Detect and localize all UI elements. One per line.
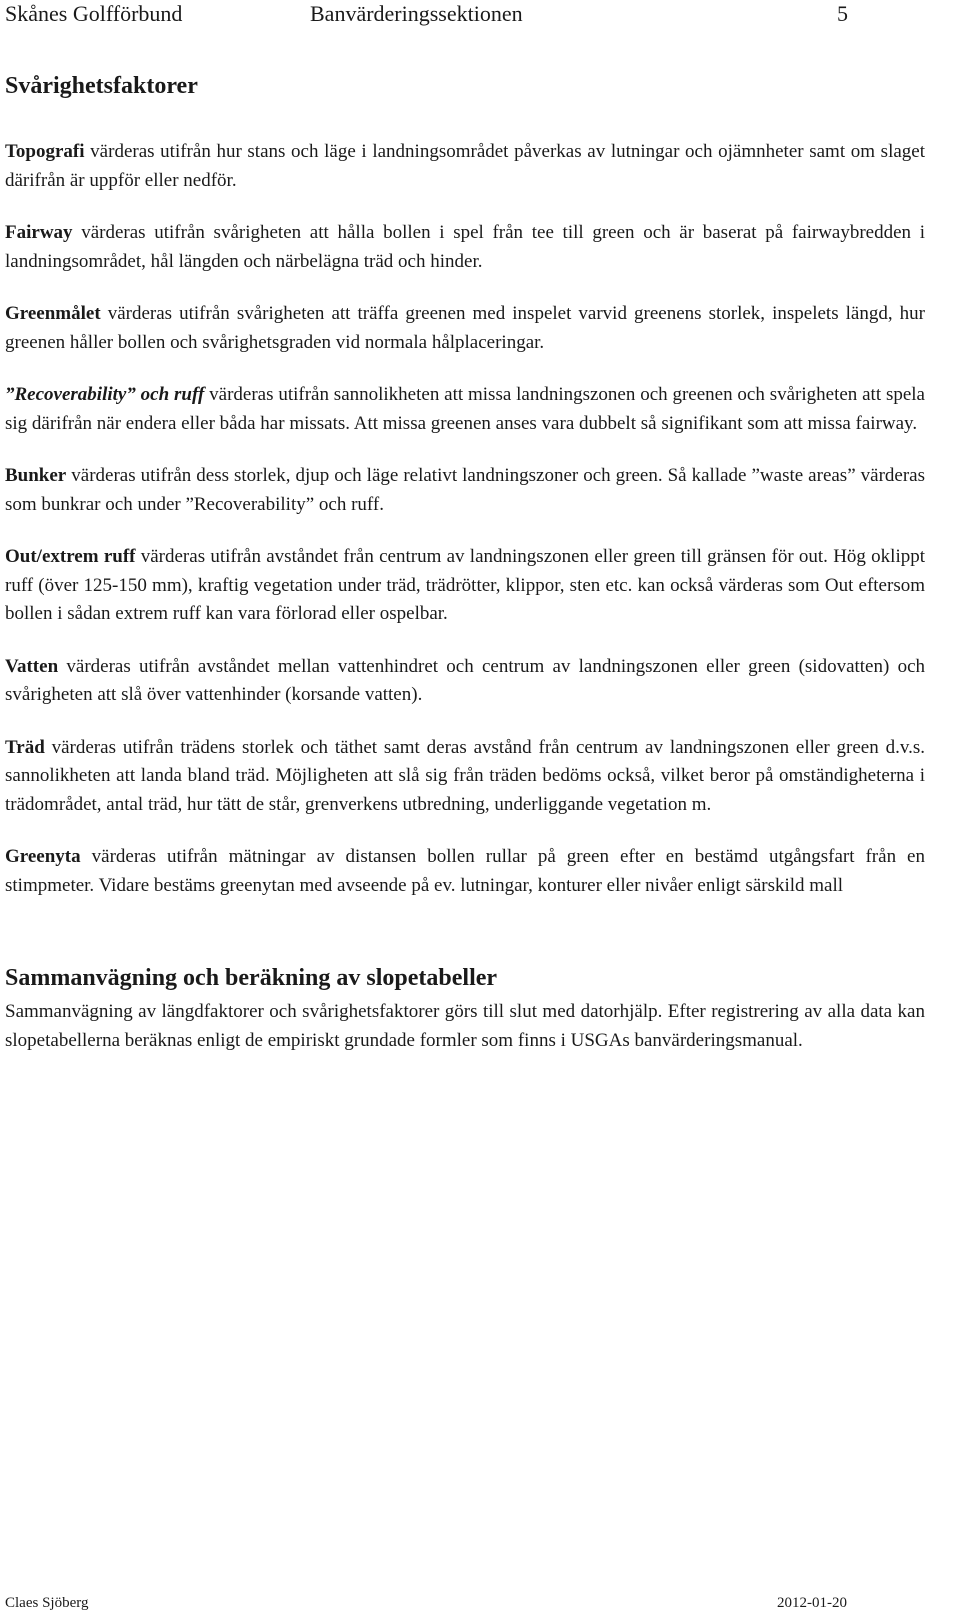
section-title: Svårighetsfaktorer: [5, 73, 198, 99]
factor-text: värderas utifrån avståndet från centrum av landningszonen eller green till gränsen för out. Hög oklippt ruff (över 125-150 mm), kraftig vegetation under träd, trädrötter, klippor, sten etc. kan också värderas som Out eftersom bollen i sådan extrem ruff kan vara förlorad eller ospelbar.: [5, 546, 926, 624]
factor-bunker: [5, 462, 925, 519]
factor-text: värderas utifrån hur stans och läge i landningsområdet påverkas av lutningar och ojämnheter samt om slaget därifrån är uppför eller nedför.: [5, 141, 925, 191]
footer-author: Claes Sjöberg: [5, 1595, 89, 1611]
factor-term: Fairway: [5, 222, 73, 243]
factor-text: värderas utifrån dess storlek, djup och läge relativt landningszoner och green. Så kallade ”waste areas” värderas som bunkrar och under ”Recoverability” och ruff.: [5, 465, 925, 515]
factor-text: värderas utifrån trädens storlek och täthet samt deras avstånd från centrum av landningszonen eller green d.v.s. sannolikheten att landa bland träd. Möjligheten att slå sig från träden bedöms också, vilket beror på omständigheterna i trädområdet, antal träd, hur tätt de står, grenverkens utbredning, underliggande vegetation m.: [5, 736, 925, 815]
factor-term: Greenyta: [5, 846, 81, 867]
summary-text: Sammanvägning av längdfaktorer och svårighetsfaktorer görs till slut med datorhjälp. Efter registrering av alla data kan slopetabellerna beräknas enligt de empiriskt grundade formler som finns i USGAs banvärderingsmanual.: [5, 1001, 925, 1051]
page-header: [5, 0, 940, 28]
factor-text: värderas utifrån svårigheten att träffa greenen med inspelet varvid greenens storlek, inspelets längd, hur greenen håller bollen och svårighetsgraden vid normala hålplaceringar.: [5, 303, 925, 353]
factor-term: Vatten: [5, 655, 59, 677]
page-footer: [5, 1592, 940, 1614]
factor-text: värderas utifrån sannolikheten att missa landningszonen och greenen och svårigheten att spela sig därifrån när endera eller båda har missats. Att missa greenen anses vara dubbelt så signifikant som att missa fairway.: [5, 384, 925, 434]
page-number: 5: [837, 1, 848, 26]
factor-vatten: [5, 653, 925, 710]
factor-text: värderas utifrån mätningar av distansen bollen rullar på green efter en bestämd utgångsfart från en stimpmeter. Vidare bestäms greenytan med avseende på ev. lutningar, konturer eller nivåer enligt särskild mall: [5, 846, 925, 896]
factor-term: Topografi: [5, 141, 85, 162]
factor-greenyta: [5, 843, 925, 900]
factor-recoverability: [5, 381, 925, 438]
factor-term: ”Recoverability” och ruff: [5, 384, 205, 405]
factor-greenmalet: [5, 300, 925, 357]
factor-term: Out/extrem ruff: [5, 546, 136, 567]
factor-text: värderas utifrån svårigheten att hålla bollen i spel från tee till green och är baserat på fairwaybredden i landningsområdet, hål längden och närbelägna träd och hinder.: [5, 222, 925, 272]
footer-date: 2012-01-20: [777, 1595, 847, 1611]
factor-text: värderas utifrån avståndet mellan vattenhindret och centrum av landningszonen eller green (sidovatten) och svårigheten att slå över vattenhinder (korsande vatten).: [5, 655, 925, 705]
factor-term: Träd: [5, 736, 45, 758]
section-spacer: [5, 924, 925, 962]
factor-fairway: [5, 219, 925, 276]
header-section: Banvärderingssektionen: [310, 1, 523, 26]
header-organization: Skånes Golfförbund: [5, 1, 183, 26]
factor-term: Bunker: [5, 465, 67, 486]
factor-topografi: [5, 138, 925, 195]
factor-term: Greenmålet: [5, 303, 101, 324]
summary-title: Sammanvägning och beräkning av slopetabeller: [5, 965, 498, 991]
factor-trad: [5, 734, 925, 820]
document-body: [5, 70, 925, 1055]
factor-out-extrem-ruff: [5, 543, 925, 629]
